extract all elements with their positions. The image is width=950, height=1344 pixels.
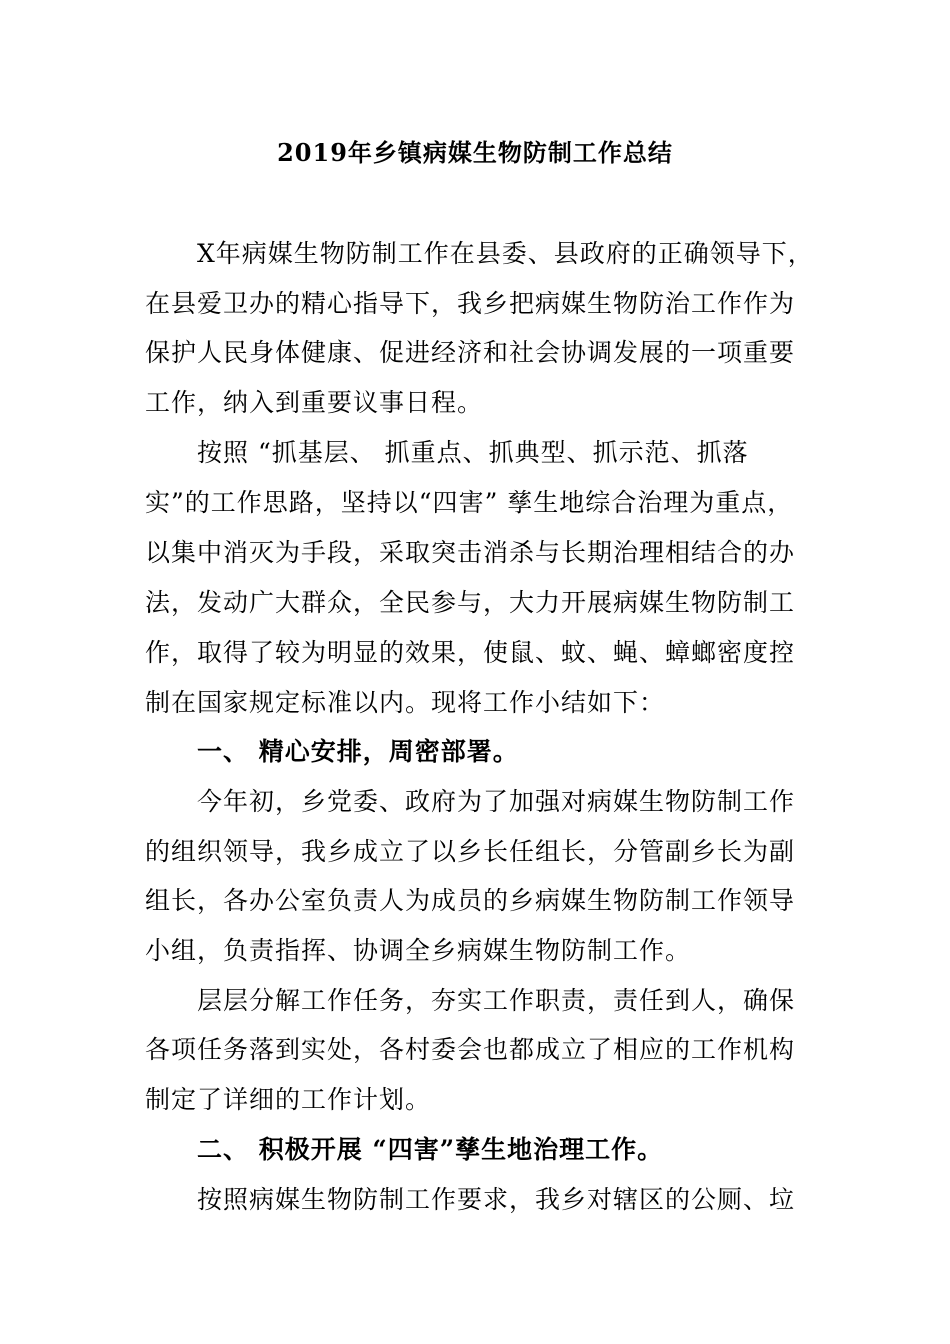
body-line: 作，取得了较为明显的效果，使鼠、蚊、蝇、蟑螂密度控 [145, 638, 796, 667]
body-line: 各项任务落到实处，各村委会也都成立了相应的工作机构 [145, 1035, 796, 1064]
body-line: 今年初，乡党委、政府为了加强对病媒生物防制工作 [145, 787, 796, 816]
body-line: 小组，负责指挥、协调全乡病媒生物防制工作。 [145, 936, 692, 965]
body-line: 在县爱卫办的精心指导下，我乡把病媒生物防治工作作为 [145, 289, 796, 318]
section-heading-2: 二、 积极开展 “四害”孳生地治理工作。 [145, 1135, 664, 1164]
section-heading-1: 一、 精心安排，周密部署。 [145, 737, 519, 766]
body-line: 以集中消灭为手段，采取突击消杀与长期治理相结合的办 [145, 538, 796, 567]
body-line: X年病媒生物防制工作在县委、县政府的正确领导下， [145, 239, 814, 268]
body-line: 工作，纳入到重要议事日程。 [145, 388, 484, 417]
body-line: 按照病媒生物防制工作要求，我乡对辖区的公厕、垃 [145, 1185, 796, 1214]
body-line: 实”的工作思路，坚持以“四害” 孳生地综合治理为重点， [145, 488, 794, 517]
body-line: 的组织领导，我乡成立了以乡长任组长，分管副乡长为副 [145, 837, 796, 866]
body-line: 按照 “抓基层、 抓重点、抓典型、抓示范、抓落 [145, 438, 749, 467]
document-title: 2019年乡镇病媒生物防制工作总结 [277, 138, 673, 167]
body-line: 层层分解工作任务，夯实工作职责，责任到人，确保 [145, 986, 796, 1015]
body-line: 法，发动广大群众，全民参与，大力开展病媒生物防制工 [145, 588, 796, 617]
body-line: 保护人民身体健康、促进经济和社会协调发展的一项重要 [145, 338, 796, 367]
body-line: 制定了详细的工作计划。 [145, 1085, 432, 1114]
body-line: 组长，各办公室负责人为成员的乡病媒生物防制工作领导 [145, 886, 796, 915]
body-line: 制在国家规定标准以内。现将工作小结如下： [145, 688, 666, 717]
